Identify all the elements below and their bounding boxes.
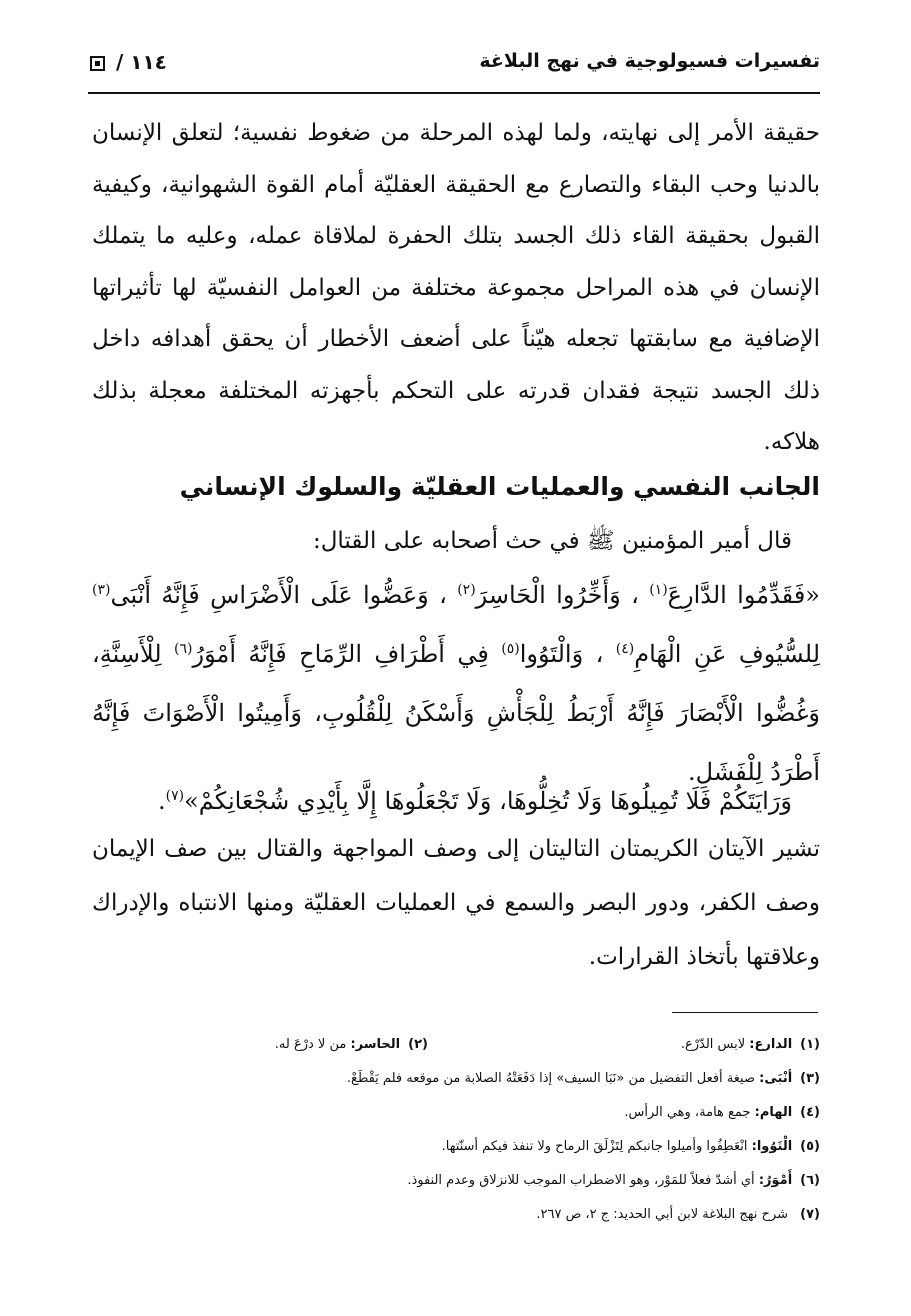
footnote-ref-7: (٧) [165, 788, 185, 804]
footnotes [92, 1028, 820, 1232]
footnote-text: جمع هامة، وهي الرأس. [624, 1105, 751, 1120]
square-ornament-icon [90, 56, 105, 71]
footnote-term: الهام: [754, 1105, 793, 1120]
header-separator: / [115, 50, 124, 74]
footnote-2 [275, 1028, 428, 1062]
footnote-number: (٣) [800, 1071, 820, 1086]
quote-intro: قال أمير المؤمنين ﷺ في حث أصحابه على القتال: [312, 528, 792, 554]
paragraph-continued: حقيقة الأمر إلى نهايته، ولما لهذه المرحلة من ضغوط نفسية؛ لتعلق الإنسان بالدنيا وحب البقاء والتصارع مع الحقيقة العقليّة أمام القوة الشهوانية، وكيفية القبول بحقيقة القاء ذلك الجسد بتلك الحفرة لملاقاة عمله، وعليه ما يتملك الإنسان في هذه المراحل مجموعة مختلفة من العوامل النفسيّة لها تأثيراتها الإضافية مع سابقتها تجعله هيّناً على أضعف الأخطار أن يحقق أهدافه داخل ذلك الجسد نتيجة فقدان قدرته على التحكم بأجهزته المختلفة معجلة بذلك هلاكه. [92, 120, 820, 455]
footnote-term: الدارع: [749, 1037, 793, 1052]
footnote-text: صيغة أفعل التفضيل من «نَبَا السيف» إذا دَفَعَتْهُ الصلابة من موقعه فلم يَقْطَعْ. [346, 1071, 756, 1086]
sermon-quote-final-line [92, 776, 792, 826]
footnote-1 [681, 1028, 820, 1062]
quote-segment: ، وَأَخِّرُوا الْحَاسِرَ [475, 581, 639, 609]
quote-end-mark: . [157, 787, 166, 815]
sermon-quote [92, 566, 820, 802]
footnote-number: (٥) [800, 1139, 820, 1154]
quote-segment: لِلسُّيُوفِ عَنِ الْهَامِ [634, 640, 821, 668]
footnote-6 [92, 1164, 820, 1198]
footnote-4 [92, 1096, 820, 1130]
footnote-text: أي أشدّ فعلاً للمَوْر، وهو الاضطراب الموجب للانزلاق وعدم النفوذ. [407, 1173, 755, 1188]
footnote-number: (٦) [800, 1173, 820, 1188]
footnote-7 [92, 1198, 820, 1232]
quote-segment: لِلْأَسِنَّةِ، وَغُضُّوا الْأَبْصَارَ فَإِنَّهُ أَرْبَطُ لِلْجَأْشِ وَأَسْكَنُ لِلْقُلُوبِ، وَأَمِيتُوا الْأَصْوَاتَ فَإِنَّهُ أَطْرَدُ لِلْفَشَلِ. [92, 640, 821, 786]
footnote-text: شرح نهج البلاغة لابن أبي الحديد: ج ٢، ص ٢٦٧. [536, 1207, 789, 1222]
footnote-term: الحاسر: [350, 1037, 401, 1052]
footnote-term: أَمْوَرُ: [758, 1173, 793, 1188]
footnote-term: أنْبَى: [759, 1071, 793, 1086]
quote-segment: «فَقَدِّمُوا الدَّارِعَ [667, 581, 820, 609]
section-heading: الجانب النفسي والعمليات العقليّة والسلوك الإنساني [179, 472, 820, 501]
footnote-row [92, 1028, 820, 1062]
footnote-number: (١) [800, 1037, 820, 1052]
footnote-ref-5: (٥) [501, 641, 520, 657]
footnote-ref-4: (٤) [615, 641, 635, 657]
footnote-text: لابس الدّرْع. [680, 1037, 746, 1052]
running-header [90, 44, 820, 90]
footnote-text: من لا درْعَ له. [274, 1037, 347, 1052]
page-number-block [90, 50, 167, 74]
footnote-ref-2: (٢) [457, 582, 476, 598]
quote-segment: ، وَعَضُّوا عَلَى الْأَضْرَاسِ فَإِنَّهُ أَنْبَى [110, 581, 447, 609]
book-title: تفسيرات فسيولوجية في نهج البلاغة [479, 50, 820, 72]
quote-segment: وَرَايَتَكُمْ فَلَا تُمِيلُوهَا وَلَا تُخِلُّوهَا، وَلَا تَجْعَلُوهَا إِلَّا بِأَيْدِي شُجْعَانِكُمْ» [184, 787, 792, 815]
commentary-paragraph: تشير الآيتان الكريمتان التاليتان إلى وصف المواجهة والقتال بين صف الإيمان وصف الكفر، ودور البصر والسمع في العمليات العقليّة ومنها الانتباه والإدراك وعلاقتها بأتخاذ القرارات. [92, 836, 820, 970]
header-rule [88, 92, 820, 94]
footnote-term: الْتَوُوا: [751, 1139, 793, 1154]
page-number: ١١٤ [130, 50, 167, 74]
quote-segment: فِي أَطْرَافِ الرِّمَاحِ فَإِنَّهُ أَمْوَرُ [192, 640, 489, 668]
footnote-ref-1: (١) [649, 582, 668, 598]
footnote-3 [92, 1062, 820, 1096]
footnote-ref-6: (٦) [174, 641, 193, 657]
quote-segment: ، وَالْتَوُوا [519, 640, 604, 668]
footnote-number: (٢) [408, 1037, 428, 1052]
footnote-text: انْعَطِفُوا وأميلوا جانبكم لِتَزْلَقَ الرماح ولا تنفذ فيكم أسنّتها. [441, 1139, 748, 1154]
footnote-number: (٧) [800, 1207, 820, 1222]
footnote-number: (٤) [800, 1105, 820, 1120]
footnote-ref-3: (٣) [92, 582, 111, 598]
footnote-5 [92, 1130, 820, 1164]
footnote-separator [672, 1012, 818, 1013]
